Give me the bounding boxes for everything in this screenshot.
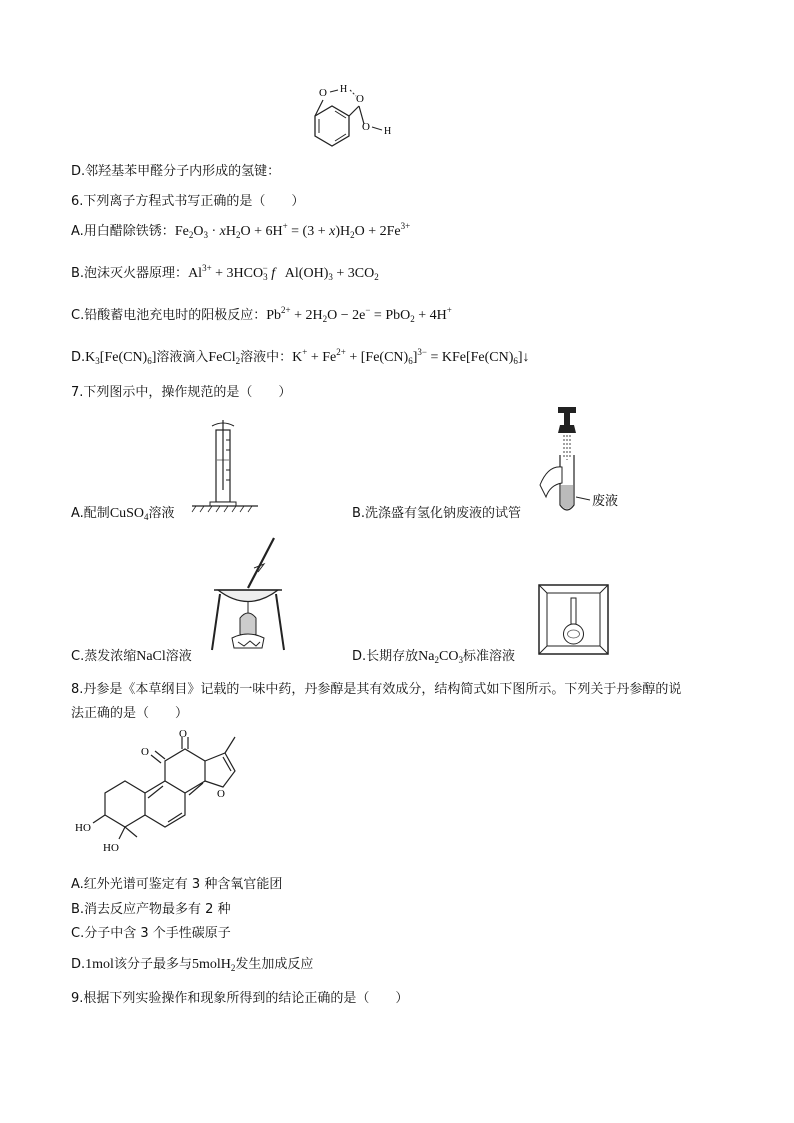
q7-option-b: B.洗涤盛有氢化钠废液的试管 bbox=[352, 506, 522, 521]
atom-o: O bbox=[319, 87, 327, 99]
atom-o: O bbox=[362, 121, 370, 133]
atom-o: O bbox=[356, 93, 364, 105]
danshenol-structure-figure bbox=[75, 728, 255, 863]
q8-option-a: A.红外光谱可鉴定有 3 种含氧官能团 bbox=[71, 877, 283, 892]
q9-stem: 9.根据下列实验操作和现象所得到的结论正确的是（ ） bbox=[71, 991, 409, 1006]
q7-option-c: C.蒸发浓缩NaCl溶液 bbox=[71, 649, 192, 664]
waste-liquid-label: 废液 bbox=[592, 494, 619, 509]
atom-h: H bbox=[340, 84, 348, 95]
q7-option-d: D.长期存放$Na_2CO_3$标准溶液 bbox=[352, 649, 515, 665]
q6-option-b: B.泡沫灭火器原理：$Al^{3+} + 3HCO_3^-$ f $Al(OH)_3 + 3CO_2$ bbox=[71, 263, 379, 282]
atom-ho: HO bbox=[75, 822, 91, 834]
atom-o: O bbox=[141, 746, 149, 758]
q6-stem: 6.下列离子方程式书写正确的是（ ） bbox=[71, 194, 305, 209]
q8-stem-line2: 法正确的是（ ） bbox=[71, 706, 189, 721]
atom-h: H bbox=[384, 126, 392, 137]
atom-o: O bbox=[179, 728, 187, 740]
atom-o: O bbox=[217, 788, 225, 800]
atom-ho: HO bbox=[103, 842, 119, 854]
q5-option-d: D.邻羟基苯甲醛分子内形成的氢键： bbox=[71, 164, 281, 179]
q8-option-c: C.分子中含 3 个手性碳原子 bbox=[71, 926, 231, 941]
q6-option-d: $D.K_3[Fe(CN)_6]$溶液滴入FeCl$_2$溶液中：$K^+ + Fe^{2+} + [Fe(CN)_6]^{3-}$ = $KFe[Fe(CN)_6]↓$ bbox=[71, 347, 530, 366]
q8-option-b: B.消去反应产物最多有 2 种 bbox=[71, 902, 231, 917]
q8-option-d: D.1mol该分子最多与5molH$_2$发生加成反应 bbox=[71, 957, 314, 973]
q7-option-a: A.配制CuSO$_4$溶液 bbox=[71, 506, 175, 522]
faucet-test-tube-figure bbox=[530, 405, 630, 520]
evaporation-setup-figure bbox=[208, 538, 288, 658]
graduated-cylinder-figure bbox=[192, 420, 262, 515]
q6-option-c: C.铅酸蓄电池充电时的阳极反应：$Pb^{2+} + 2H_2O - 2e^- = PbO_2 + 4H^+$ bbox=[71, 305, 452, 324]
q6-option-a: A.用白醋除铁锈：$Fe_2O_3 \cdot xH_2O + 6H^+ = (3 + x)H_2O + 2Fe^{3+}$ bbox=[71, 221, 411, 240]
salicylaldehyde-hbond-diagram bbox=[290, 72, 410, 172]
q8-stem-line1: 8.丹参是《本草纲目》记载的一味中药，丹参醇是其有效成分，结构简式如下图所示。下列关于丹参醇的说 bbox=[71, 682, 682, 697]
volumetric-flask-box-figure bbox=[538, 584, 610, 656]
q7-stem: 7.下列图示中，操作规范的是（ ） bbox=[71, 385, 292, 400]
